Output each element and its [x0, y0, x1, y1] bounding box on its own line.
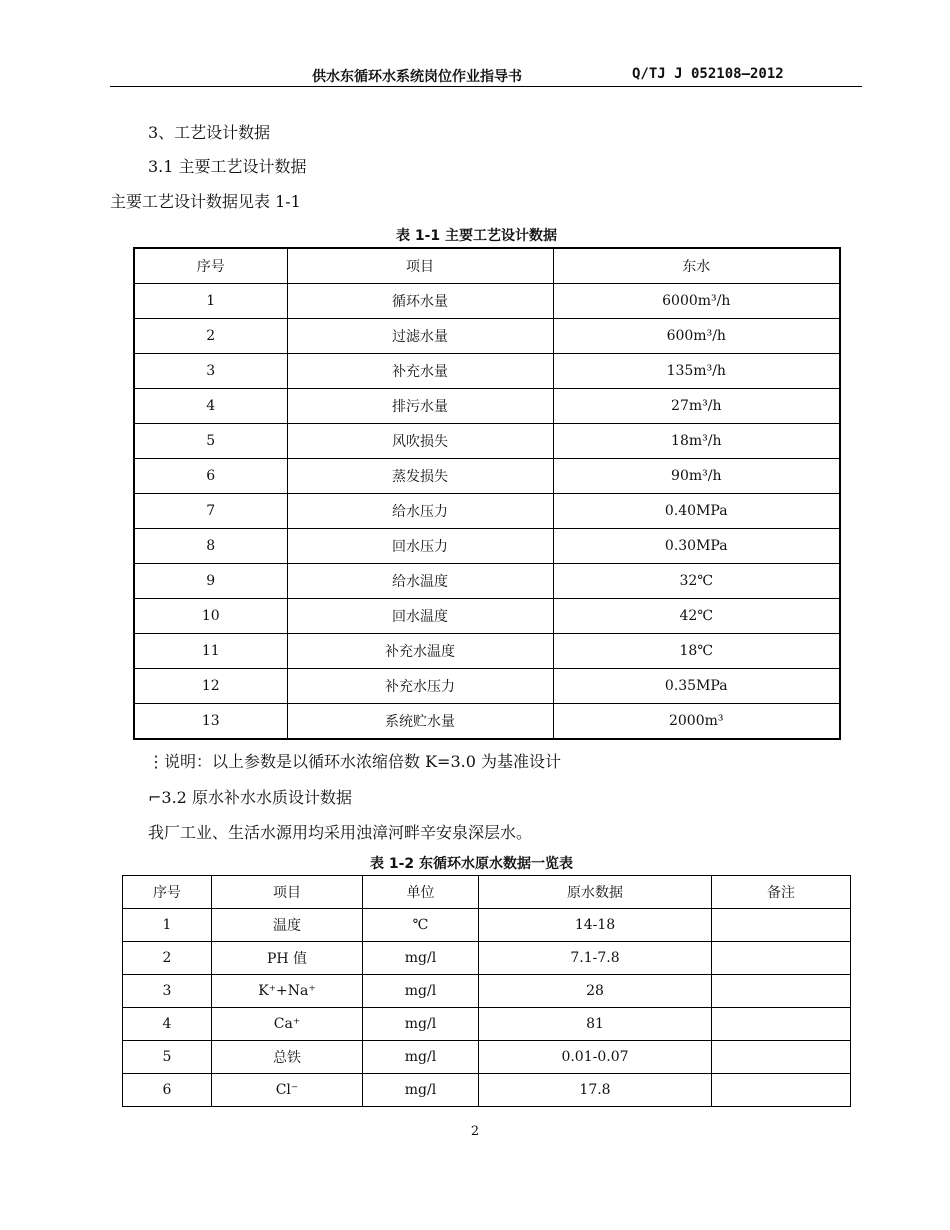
table-cell: 18m³/h — [553, 424, 840, 459]
column-header: 序号 — [134, 248, 287, 284]
table-cell: 18℃ — [553, 634, 840, 669]
table-row — [123, 1041, 851, 1074]
table-cell: 81 — [479, 1008, 712, 1041]
table-cell: 17.8 — [479, 1074, 712, 1107]
table-cell: 温度 — [212, 909, 363, 942]
header-title: 供水东循环水系统岗位作业指导书 — [312, 69, 522, 85]
table-cell — [712, 1074, 851, 1107]
table-row — [134, 354, 840, 389]
table-cell: 7 — [134, 494, 287, 529]
table-cell: 12 — [134, 669, 287, 704]
table-cell — [712, 942, 851, 975]
table-row — [123, 1008, 851, 1041]
table-cell: mg/l — [363, 1074, 479, 1107]
table-cell: 90m³/h — [553, 459, 840, 494]
table-cell: mg/l — [363, 1008, 479, 1041]
table-cell: 过滤水量 — [287, 319, 553, 354]
table-cell: 13 — [134, 704, 287, 740]
table-cell: 蒸发损失 — [287, 459, 553, 494]
subsection-heading: 3.1 主要工艺设计数据 — [148, 157, 307, 176]
table-cell: 给水温度 — [287, 564, 553, 599]
table-cell: 补充水温度 — [287, 634, 553, 669]
table-cell: 14-18 — [479, 909, 712, 942]
table-cell: 135m³/h — [553, 354, 840, 389]
table-cell: 32℃ — [553, 564, 840, 599]
table-cell: 回水压力 — [287, 529, 553, 564]
column-header: 项目 — [212, 876, 363, 909]
table-row — [134, 284, 840, 319]
table-row — [134, 494, 840, 529]
table-cell: 28 — [479, 975, 712, 1008]
table-row — [123, 975, 851, 1008]
table1-note: ⋮说明：以上参数是以循环水浓缩倍数 K=3.0 为基准设计 — [148, 752, 561, 771]
table-row — [134, 529, 840, 564]
water-source-text: 我厂工业、生活水源用均采用浊漳河畔辛安泉深层水。 — [148, 823, 533, 842]
table-cell: 2000m³ — [553, 704, 840, 740]
table-row — [134, 634, 840, 669]
table-row — [134, 564, 840, 599]
table-cell: 1 — [123, 909, 212, 942]
table-row — [134, 704, 840, 740]
table-cell: K⁺+Na⁺ — [212, 975, 363, 1008]
table-header-row — [134, 248, 840, 284]
table-row — [134, 389, 840, 424]
table-cell: mg/l — [363, 942, 479, 975]
table-cell: 11 — [134, 634, 287, 669]
table-cell — [712, 975, 851, 1008]
table-cell: 27m³/h — [553, 389, 840, 424]
table-cell: ℃ — [363, 909, 479, 942]
table-cell: 总铁 — [212, 1041, 363, 1074]
table-cell: 10 — [134, 599, 287, 634]
table-cell: 1 — [134, 284, 287, 319]
column-header: 单位 — [363, 876, 479, 909]
table-row — [123, 909, 851, 942]
table-cell: 回水温度 — [287, 599, 553, 634]
raw-water-table — [122, 875, 851, 1107]
table-cell: 0.30MPa — [553, 529, 840, 564]
table-cell: 9 — [134, 564, 287, 599]
table-cell: 3 — [123, 975, 212, 1008]
table-cell: 6 — [123, 1074, 212, 1107]
table-cell: 补充水压力 — [287, 669, 553, 704]
table-cell: 0.40MPa — [553, 494, 840, 529]
table-row — [134, 319, 840, 354]
table1-caption: 表 1-1 主要工艺设计数据 — [396, 228, 558, 244]
table-cell: 2 — [123, 942, 212, 975]
table-cell: 600m³/h — [553, 319, 840, 354]
table-cell: 4 — [123, 1008, 212, 1041]
table-cell: 8 — [134, 529, 287, 564]
table-cell: 2 — [134, 319, 287, 354]
table-cell — [712, 1008, 851, 1041]
table-cell: 补充水量 — [287, 354, 553, 389]
table-row — [134, 599, 840, 634]
table-cell — [712, 909, 851, 942]
table-cell: PH 值 — [212, 942, 363, 975]
column-header: 东水 — [553, 248, 840, 284]
table-cell: 6 — [134, 459, 287, 494]
column-header: 原水数据 — [479, 876, 712, 909]
table-row — [134, 424, 840, 459]
table-cell: 0.01-0.07 — [479, 1041, 712, 1074]
table-row — [134, 669, 840, 704]
table-cell: 5 — [134, 424, 287, 459]
subsection-heading-3-2: ⌐3.2 原水补水水质设计数据 — [148, 788, 352, 807]
table-cell: 7.1-7.8 — [479, 942, 712, 975]
table-cell: 3 — [134, 354, 287, 389]
table-cell: 循环水量 — [287, 284, 553, 319]
document-code: Q/TJ J 052108—2012 — [632, 66, 784, 82]
table-cell — [712, 1041, 851, 1074]
header-divider — [110, 86, 862, 87]
table-cell: Ca⁺ — [212, 1008, 363, 1041]
column-header: 备注 — [712, 876, 851, 909]
table-cell: mg/l — [363, 975, 479, 1008]
table-cell: 风吹损失 — [287, 424, 553, 459]
column-header: 序号 — [123, 876, 212, 909]
table-row — [134, 459, 840, 494]
table-row — [123, 942, 851, 975]
table-cell: 6000m³/h — [553, 284, 840, 319]
table-cell: 42℃ — [553, 599, 840, 634]
table-cell: 4 — [134, 389, 287, 424]
table-cell: 系统贮水量 — [287, 704, 553, 740]
table2-caption: 表 1-2 东循环水原水数据一览表 — [370, 856, 574, 872]
table-cell: Cl⁻ — [212, 1074, 363, 1107]
intro-text: 主要工艺设计数据见表 1-1 — [110, 192, 301, 211]
table-cell: mg/l — [363, 1041, 479, 1074]
column-header: 项目 — [287, 248, 553, 284]
table-cell: 排污水量 — [287, 389, 553, 424]
table-header-row — [123, 876, 851, 909]
page-number: 2 — [470, 1124, 480, 1139]
table-cell: 给水压力 — [287, 494, 553, 529]
table-cell: 0.35MPa — [553, 669, 840, 704]
table-cell: 5 — [123, 1041, 212, 1074]
table-row — [123, 1074, 851, 1107]
section-heading: 3、工艺设计数据 — [148, 123, 271, 142]
process-design-table — [133, 247, 841, 740]
